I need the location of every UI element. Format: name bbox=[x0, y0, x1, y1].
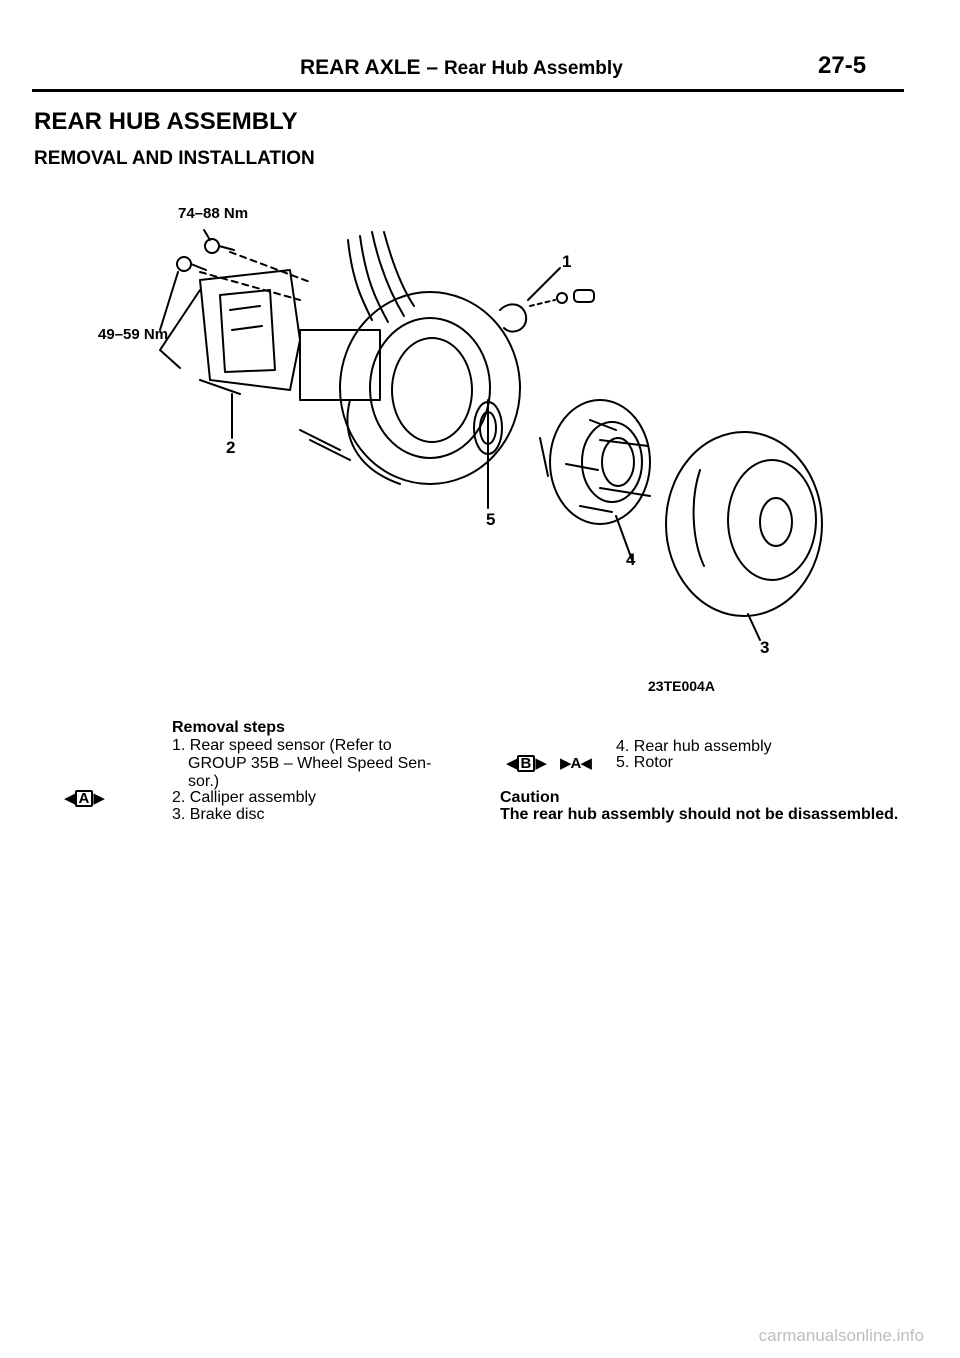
caution-heading: Caution bbox=[500, 789, 560, 806]
header-topic: Rear Hub Assembly bbox=[443, 58, 623, 79]
callout-2: 2 bbox=[226, 438, 236, 457]
calliper bbox=[160, 270, 300, 438]
brake-disc bbox=[666, 432, 822, 640]
callout-4: 4 bbox=[626, 550, 636, 569]
figure-id: 23TE004A bbox=[648, 678, 715, 694]
torque-label-lower: 49–59 Nm bbox=[98, 326, 169, 343]
step-4: 4. Rear hub assembly bbox=[616, 738, 772, 755]
step-1-line-1: 1. Rear speed sensor (Refer to bbox=[172, 737, 392, 754]
torque-label-upper: 74–88 Nm bbox=[178, 205, 249, 222]
callout-3: 3 bbox=[760, 638, 770, 657]
speed-sensor bbox=[500, 268, 594, 332]
rotor-ring bbox=[474, 400, 502, 508]
callout-5: 5 bbox=[486, 510, 496, 529]
removal-heading: Removal steps bbox=[172, 719, 285, 736]
service-mark-b-removal: ◀ B ▶ bbox=[506, 755, 546, 772]
page-title: REAR HUB ASSEMBLY bbox=[34, 108, 298, 135]
service-mark-letter: A bbox=[75, 790, 94, 807]
page-subtitle: REMOVAL AND INSTALLATION bbox=[34, 148, 315, 169]
step-1-line-3: sor.) bbox=[188, 773, 220, 790]
page-number: 27-5 bbox=[818, 52, 867, 79]
header-separator: – bbox=[426, 56, 439, 79]
step-1-line-2: GROUP 35B – Wheel Speed Sen- bbox=[188, 755, 432, 772]
backing-plate bbox=[340, 292, 520, 484]
header-section: REAR AXLE bbox=[300, 56, 421, 79]
caution-text: The rear hub assembly should not be disassembled. bbox=[500, 806, 899, 823]
step-3: 3. Brake disc bbox=[172, 806, 265, 823]
service-mark-letter: B bbox=[517, 755, 536, 772]
service-mark-letter: A bbox=[570, 755, 581, 772]
hub-assembly bbox=[540, 400, 650, 560]
service-mark-a-removal: ◀ A ▶ bbox=[64, 790, 104, 807]
service-mark-a-installation: ▶A◀ bbox=[560, 755, 591, 772]
step-5: 5. Rotor bbox=[616, 754, 673, 771]
knuckle-arm bbox=[300, 232, 414, 460]
step-2: 2. Calliper assembly bbox=[172, 789, 317, 806]
watermark: carmanualsonline.info bbox=[758, 1326, 924, 1345]
callout-1: 1 bbox=[562, 252, 572, 271]
